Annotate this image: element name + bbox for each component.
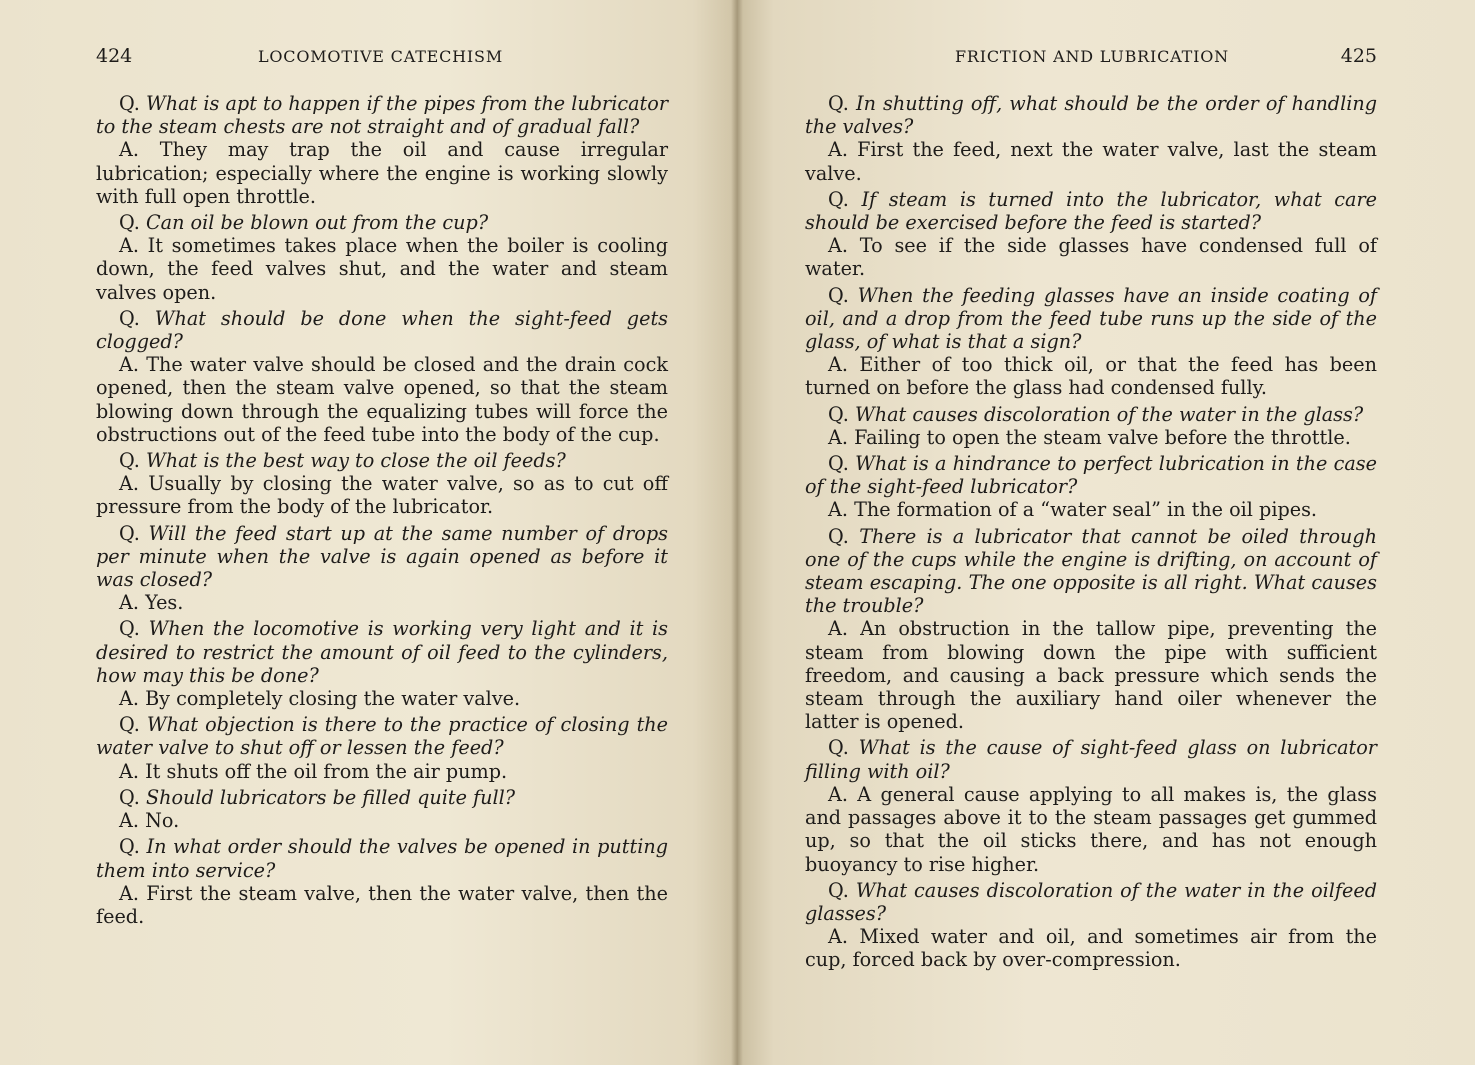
answer	[805, 783, 1377, 876]
answer-prefix: A.	[119, 138, 139, 162]
question	[805, 92, 1377, 138]
book-gutter	[731, 0, 743, 1065]
question-text: What causes discoloration of the water in the oilfeed glasses?	[805, 878, 1377, 925]
qa-entry	[96, 835, 668, 928]
qa-entry	[96, 211, 668, 304]
right-running-head	[805, 45, 1377, 71]
question-prefix: Q.	[828, 736, 849, 760]
qa-entry	[805, 525, 1377, 734]
question-text: What should be done when the sight-feed gets clogged?	[96, 306, 668, 354]
qa-entry	[96, 522, 668, 615]
answer	[805, 498, 1377, 521]
answer	[805, 925, 1377, 971]
answer-prefix: A.	[119, 591, 139, 615]
answer-prefix: A.	[828, 498, 848, 522]
answer	[805, 426, 1377, 449]
qa-entry	[805, 736, 1377, 875]
answer	[96, 353, 668, 446]
question	[96, 835, 668, 881]
answer-prefix: A.	[828, 782, 848, 806]
answer-text: By completely closing the water valve.	[145, 687, 521, 711]
question	[805, 879, 1377, 925]
question	[805, 284, 1377, 354]
answer	[96, 234, 668, 304]
answer-prefix: A.	[828, 138, 848, 162]
answer-text: First the steam valve, then the water valve, then the feed.	[96, 881, 668, 928]
qa-entry	[96, 92, 668, 208]
answer-prefix: A.	[119, 809, 139, 833]
left-running-head	[96, 45, 668, 71]
question-text: When the feeding glasses have an inside coating of oil, and a drop from the feed tube runs up the side of the glass, of what is that a sign?	[805, 283, 1377, 354]
qa-entry	[96, 713, 668, 783]
answer-text: The formation of a “water seal” in the oil pipes.	[854, 498, 1318, 522]
answer	[805, 617, 1377, 733]
question-prefix: Q.	[119, 211, 140, 235]
answer-prefix: A.	[828, 925, 848, 949]
qa-entry	[805, 284, 1377, 400]
question-prefix: Q.	[119, 449, 140, 473]
question-text: What objection is there to the practice of closing the water valve to shut off or lessen the feed?	[96, 713, 668, 760]
answer-text: To see if the side glasses have condensed full of water.	[805, 234, 1377, 281]
question-prefix: Q.	[119, 835, 140, 859]
answer	[96, 138, 668, 208]
answer-text: It shuts off the oil from the air pump.	[145, 759, 508, 783]
answer-prefix: A.	[828, 353, 848, 377]
qa-entry	[96, 449, 668, 519]
left-page	[0, 0, 737, 1065]
question	[96, 617, 668, 687]
answer	[96, 472, 668, 518]
right-page-body	[805, 92, 1377, 975]
question	[96, 713, 668, 759]
qa-entry	[96, 786, 668, 832]
question-text: What is the cause of sight-feed glass on lubricator filling with oil?	[805, 736, 1377, 783]
left-page-number: 424	[96, 45, 133, 67]
question-text: What causes discoloration of the water in the glass?	[854, 402, 1364, 426]
answer-text: A general cause applying to all makes is, the glass and passages above it to the steam passages get gummed up, so that the oil sticks there, and has not enough buoyancy to rise higher.	[805, 782, 1377, 876]
question	[96, 786, 668, 809]
question	[805, 452, 1377, 498]
right-page	[737, 0, 1475, 1065]
answer	[805, 138, 1377, 184]
answer-text: Either of too thick oil, or that the feed has been turned on before the glass had condensed fully.	[805, 353, 1377, 400]
question-text: What is the best way to close the oil feeds?	[145, 449, 566, 473]
left-page-body	[96, 92, 668, 931]
question-text: What is apt to happen if the pipes from the lubricator to the steam chests are not straight and of gradual fall?	[96, 92, 668, 139]
qa-entry	[805, 879, 1377, 972]
answer-text: Yes.	[145, 591, 184, 615]
answer-text: Usually by closing the water valve, so as to cut off pressure from the body of the lubricator.	[96, 472, 668, 519]
question-text: In shutting off, what should be the order of handling the valves?	[805, 92, 1377, 139]
question	[805, 736, 1377, 782]
question-text: Should lubricators be filled quite full?	[145, 785, 516, 809]
question	[805, 525, 1377, 618]
answer-text: The water valve should be closed and the drain cock opened, then the steam valve opened, so that the steam blowing down through the equalizing tubes will force the obstructions out of the feed tube into the body of the cup.	[96, 353, 668, 446]
question	[805, 188, 1377, 234]
answer-prefix: A.	[119, 687, 139, 711]
answer-text: It sometimes takes place when the boiler is cooling down, the feed valves shut, and the water and steam valves open.	[96, 234, 668, 304]
question-text: Will the feed start up at the same number of drops per minute when the valve is again opened as before it was closed?	[96, 521, 668, 592]
question-prefix: Q.	[828, 878, 849, 902]
qa-entry	[805, 188, 1377, 281]
question-prefix: Q.	[119, 521, 140, 545]
question	[96, 211, 668, 234]
question	[805, 403, 1377, 426]
question-text: When the locomotive is working very light and it is desired to restrict the amount of oil feed to the cylinders, how may this be done?	[96, 617, 668, 687]
answer	[96, 882, 668, 928]
question	[96, 449, 668, 472]
question-prefix: Q.	[119, 713, 140, 737]
question-prefix: Q.	[828, 402, 849, 426]
question-prefix: Q.	[828, 283, 849, 307]
question-text: Can oil be blown out from the cup?	[145, 211, 489, 235]
question-text: What is a hindrance to perfect lubrication in the case of the sight-feed lubricator?	[805, 452, 1377, 499]
question-prefix: Q.	[119, 306, 140, 330]
question-prefix: Q.	[828, 187, 849, 211]
question-text: If steam is turned into the lubricator, what care should be exercised before the feed is started?	[805, 187, 1377, 235]
question-text: In what order should the valves be opened in putting them into service?	[96, 835, 668, 882]
question	[96, 92, 668, 138]
answer	[96, 809, 668, 832]
answer	[805, 353, 1377, 399]
answer	[96, 591, 668, 614]
answer-prefix: A.	[119, 353, 139, 377]
question-prefix: Q.	[828, 452, 849, 476]
answer-text: Failing to open the steam valve before the throttle.	[854, 425, 1351, 449]
question-text: There is a lubricator that cannot be oiled through one of the cups while the engine is drifting, on account of steam escaping. The one opposite is all right. What causes the trouble?	[805, 524, 1378, 618]
left-running-title: LOCOMOTIVE CATECHISM	[257, 47, 503, 66]
question-prefix: Q.	[119, 92, 140, 115]
right-running-title: FRICTION AND LUBRICATION	[955, 47, 1229, 66]
answer-text: No.	[145, 809, 180, 833]
answer-prefix: A.	[828, 425, 848, 449]
answer-text: First the feed, next the water valve, last the steam valve.	[805, 138, 1377, 185]
qa-entry	[96, 307, 668, 446]
question-prefix: Q.	[828, 92, 849, 115]
answer-text: They may trap the oil and cause irregular lubrication; especially where the engine is working slowly with full open throttle.	[96, 138, 668, 208]
question	[96, 522, 668, 592]
answer-prefix: A.	[119, 759, 139, 783]
question-prefix: Q.	[119, 617, 140, 641]
answer-text: An obstruction in the tallow pipe, preventing the steam from blowing down the pipe with sufficient freedom, and causing a back pressure which sends the steam through the auxiliary hand oiler whenever the latter is opened.	[805, 617, 1378, 734]
answer-prefix: A.	[119, 234, 139, 258]
qa-entry	[805, 452, 1377, 522]
right-page-number: 425	[1340, 45, 1377, 67]
answer	[96, 760, 668, 783]
answer-prefix: A.	[119, 472, 139, 496]
answer-prefix: A.	[119, 881, 139, 905]
question-prefix: Q.	[119, 785, 140, 809]
answer	[96, 687, 668, 710]
answer-prefix: A.	[828, 234, 848, 258]
question-prefix: Q.	[828, 524, 849, 548]
answer-text: Mixed water and oil, and sometimes air from the cup, forced back by over-compression.	[805, 925, 1377, 972]
qa-entry	[96, 617, 668, 710]
qa-entry	[805, 403, 1377, 449]
qa-entry	[805, 92, 1377, 185]
answer-prefix: A.	[828, 617, 848, 641]
question	[96, 307, 668, 353]
answer	[805, 234, 1377, 280]
